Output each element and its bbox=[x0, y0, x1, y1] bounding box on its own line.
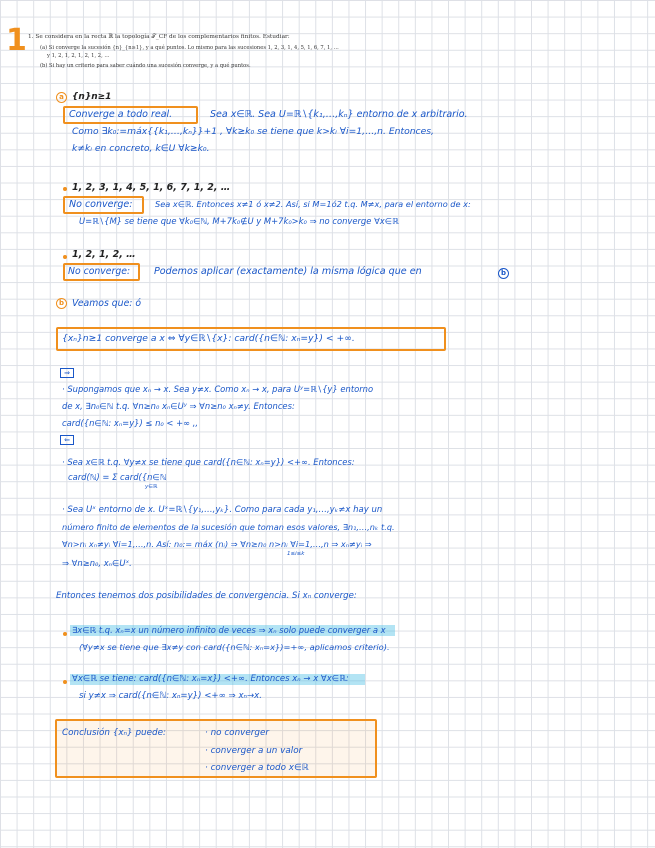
case1-line2: (∀y≠x se tiene que ∃x≠y con card({n∈ℕ: xₙ=x})=+∞, aplicamos criterio). bbox=[79, 642, 390, 652]
problem-part-b: (b) Si hay un criterio para saber cuándo una sucesión converge, y a qué puntos. bbox=[40, 63, 251, 69]
bullet-case2 bbox=[63, 680, 67, 684]
backward1-line1: · Sea x∈ℝ t.q. ∀y≠x se tiene que card({n∈ℕ: xₙ=y}) <+∞. Entonces: bbox=[62, 457, 355, 467]
case1-line1: ∃x∈ℝ t.q. xₙ=x un número infinito de veces ⇒ xₙ solo puede converger a x bbox=[72, 625, 386, 635]
bullet-seq3 bbox=[63, 255, 67, 259]
backward2-line4: ⇒ ∀n≥n₀, xₙ∈Uˣ. bbox=[62, 558, 132, 568]
seq3-title: 1, 2, 1, 2, … bbox=[72, 249, 136, 260]
backward2-line2: número finito de elementos de la sucesión que toman esos valores, ∃n₁,…,nₖ t.q. bbox=[62, 522, 395, 532]
problem-statement: 1. Se considera en la recta ℝ la topología 𝒯_CF de los complementarios finitos. Estudiar: bbox=[28, 34, 290, 40]
final-item-one-value: · converger a un valor bbox=[205, 746, 303, 756]
seq1-line1: Sea x∈ℝ. Sea U=ℝ∖{k₁,…,kₙ} entorno de x arbitrario. bbox=[210, 109, 468, 120]
problem-part-a-cont: y 1, 2, 1, 2, 1, 2, 1, 2, … bbox=[47, 53, 110, 59]
case2-line1: ∀x∈ℝ se tiene: card({n∈ℕ: xₙ=x}) <+∞. Entonces xₙ → x ∀x∈ℝ: bbox=[72, 674, 349, 684]
final-item-no-converge: · no converger bbox=[205, 728, 269, 738]
seq1-line2: Como ∃k₀:=máx{{k₁,…,kₙ}}+1 , ∀k≥k₀ se tiene que k>kᵢ ∀i=1,…,n. Entonces, bbox=[72, 126, 434, 137]
forward-line2: de x, ∃n₀∈ℕ t.q. ∀n≥n₀ xₙ∈Uʸ ⇒ ∀n≥n₀ xₙ≠y. Entonces: bbox=[62, 401, 295, 411]
problem-part-a: (a) Si converge la sucesión {n}_{n≥1}, y a qué puntos. Lo mismo para las sucesiones 1, 2, 3, 1, 4, 5, 1, 6, 7, 1, … bbox=[40, 45, 339, 51]
forward-line1: · Supongamos que xₙ → x. Sea y≠x. Como xₙ → x, para Uʸ=ℝ∖{y} entorno bbox=[62, 384, 374, 394]
backward2-max-subscript: 1≤i≤k bbox=[287, 551, 305, 557]
backward2-line3: ∀n>nᵢ xₙ≠yᵢ ∀i=1,…,n. Así: n₀:= máx (nᵢ) ⇒ ∀n≥n₀ n>nᵢ ∀i=1,…,n ⇒ xₙ≠yᵢ ⇒ bbox=[62, 539, 372, 549]
backward-direction-label: ⇐ bbox=[60, 435, 74, 445]
seq2-line2: U=ℝ∖{M} se tiene que ∀k₀∈ℕ, M+7k₀∉U y M+7k₀>k₀ ⇒ no converge ∀x∈ℝ bbox=[79, 216, 399, 226]
seq3-line1: Podemos aplicar (exactamente) la misma lógica que en bbox=[154, 266, 422, 277]
backward1-line2: card(ℕ) = Σ card({n∈ℕ bbox=[68, 472, 167, 482]
seq1-answer: Converge a todo real. bbox=[69, 109, 173, 120]
seq2-title: 1, 2, 3, 1, 4, 5, 1, 6, 7, 1, 2, … bbox=[72, 182, 231, 193]
seq1-title: {n}n≥1 bbox=[72, 92, 112, 102]
criterion: {xₙ}n≥1 converge a x ⇔ ∀y∈ℝ∖{x}: card({n∈ℕ: xₙ=y}) < +∞. bbox=[62, 333, 355, 344]
seq2-answer: No converge: bbox=[69, 199, 133, 210]
backward2-line1: · Sea Uˣ entorno de x. Uˣ=ℝ∖{y₁,…,yₖ}. Como para cada y₁,…,yₖ≠x hay un bbox=[62, 505, 383, 515]
backward1-sum-subscript: y∈ℝ bbox=[145, 484, 158, 490]
forward-line3: card({n∈ℕ: xₙ=y}) ≤ n₀ < +∞ ,, bbox=[62, 418, 199, 428]
seq3-ref-badge: b bbox=[498, 268, 509, 279]
final-conclusion-label: Conclusión {xₙ} puede: bbox=[62, 728, 166, 738]
conclusions-intro: Entonces tenemos dos posibilidades de convergencia. Si xₙ converge: bbox=[56, 591, 357, 601]
seq1-line3: k≠kᵢ en concreto, k∈U ∀k≥k₀. bbox=[72, 143, 210, 154]
seq2-line1: Sea x∈ℝ. Entonces x≠1 ó x≠2. Así, si M=1ó2 t.q. M≠x, para el entorno de x: bbox=[155, 199, 471, 209]
part-b-intro: Veamos que: ó bbox=[72, 298, 142, 309]
part-b-badge: b bbox=[56, 298, 67, 309]
seq3-answer: No converge: bbox=[68, 266, 131, 277]
problem-number-mark: 1 bbox=[6, 23, 27, 58]
bullet-case1 bbox=[63, 632, 67, 636]
case2-line2: si y≠x ⇒ card({n∈ℕ: xₙ=y}) <+∞ ⇒ xₙ→x. bbox=[79, 691, 262, 701]
part-a-badge: a bbox=[56, 92, 67, 103]
forward-direction-label: ⇒ bbox=[60, 368, 74, 378]
bullet-seq2 bbox=[63, 187, 67, 191]
final-item-all-reals: · converger a todo x∈ℝ bbox=[205, 763, 309, 773]
